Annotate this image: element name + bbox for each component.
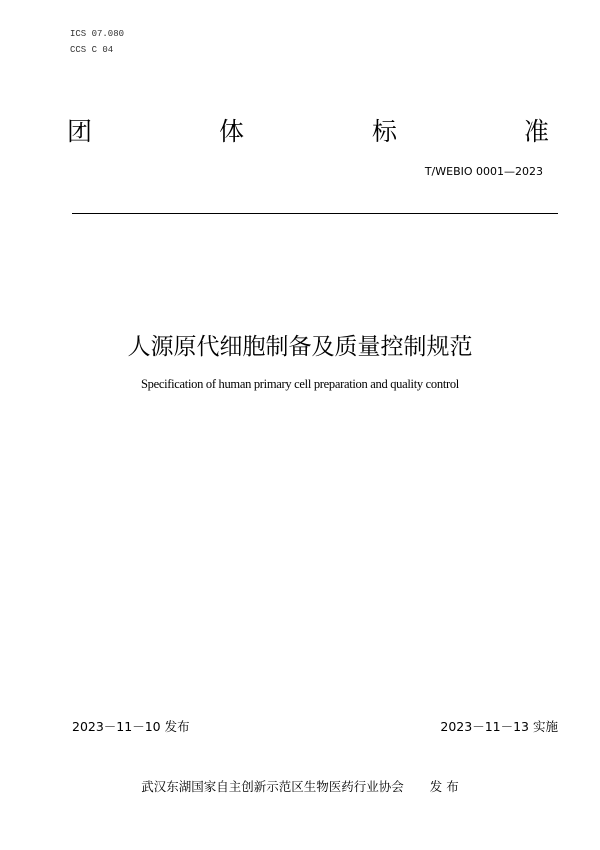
release-date: 2023－11－10 发布 (72, 719, 190, 734)
implement-date: 2023－11－13 实施 (440, 719, 558, 734)
standard-kind-char: 准 (524, 117, 550, 146)
standard-code: T/WEBIO 0001—2023 (424, 165, 543, 178)
publisher-line (0, 777, 600, 795)
ccs-code: CCS C 04 (70, 45, 114, 55)
divider (72, 213, 558, 214)
title-en: Specification of human primary cell preparation and quality control (141, 377, 459, 391)
standard-kind-char: 体 (219, 117, 245, 146)
publisher: 武汉东湖国家自主创新示范区生物医药行业协会 (141, 779, 404, 794)
standard-kind-char: 标 (372, 117, 398, 146)
publish-label: 发 布 (429, 779, 459, 794)
standard-kind-char: 团 (67, 117, 93, 146)
title-zh: 人源原代细胞制备及质量控制规范 (127, 334, 473, 360)
ics-code: ICS 07.080 (70, 29, 125, 39)
